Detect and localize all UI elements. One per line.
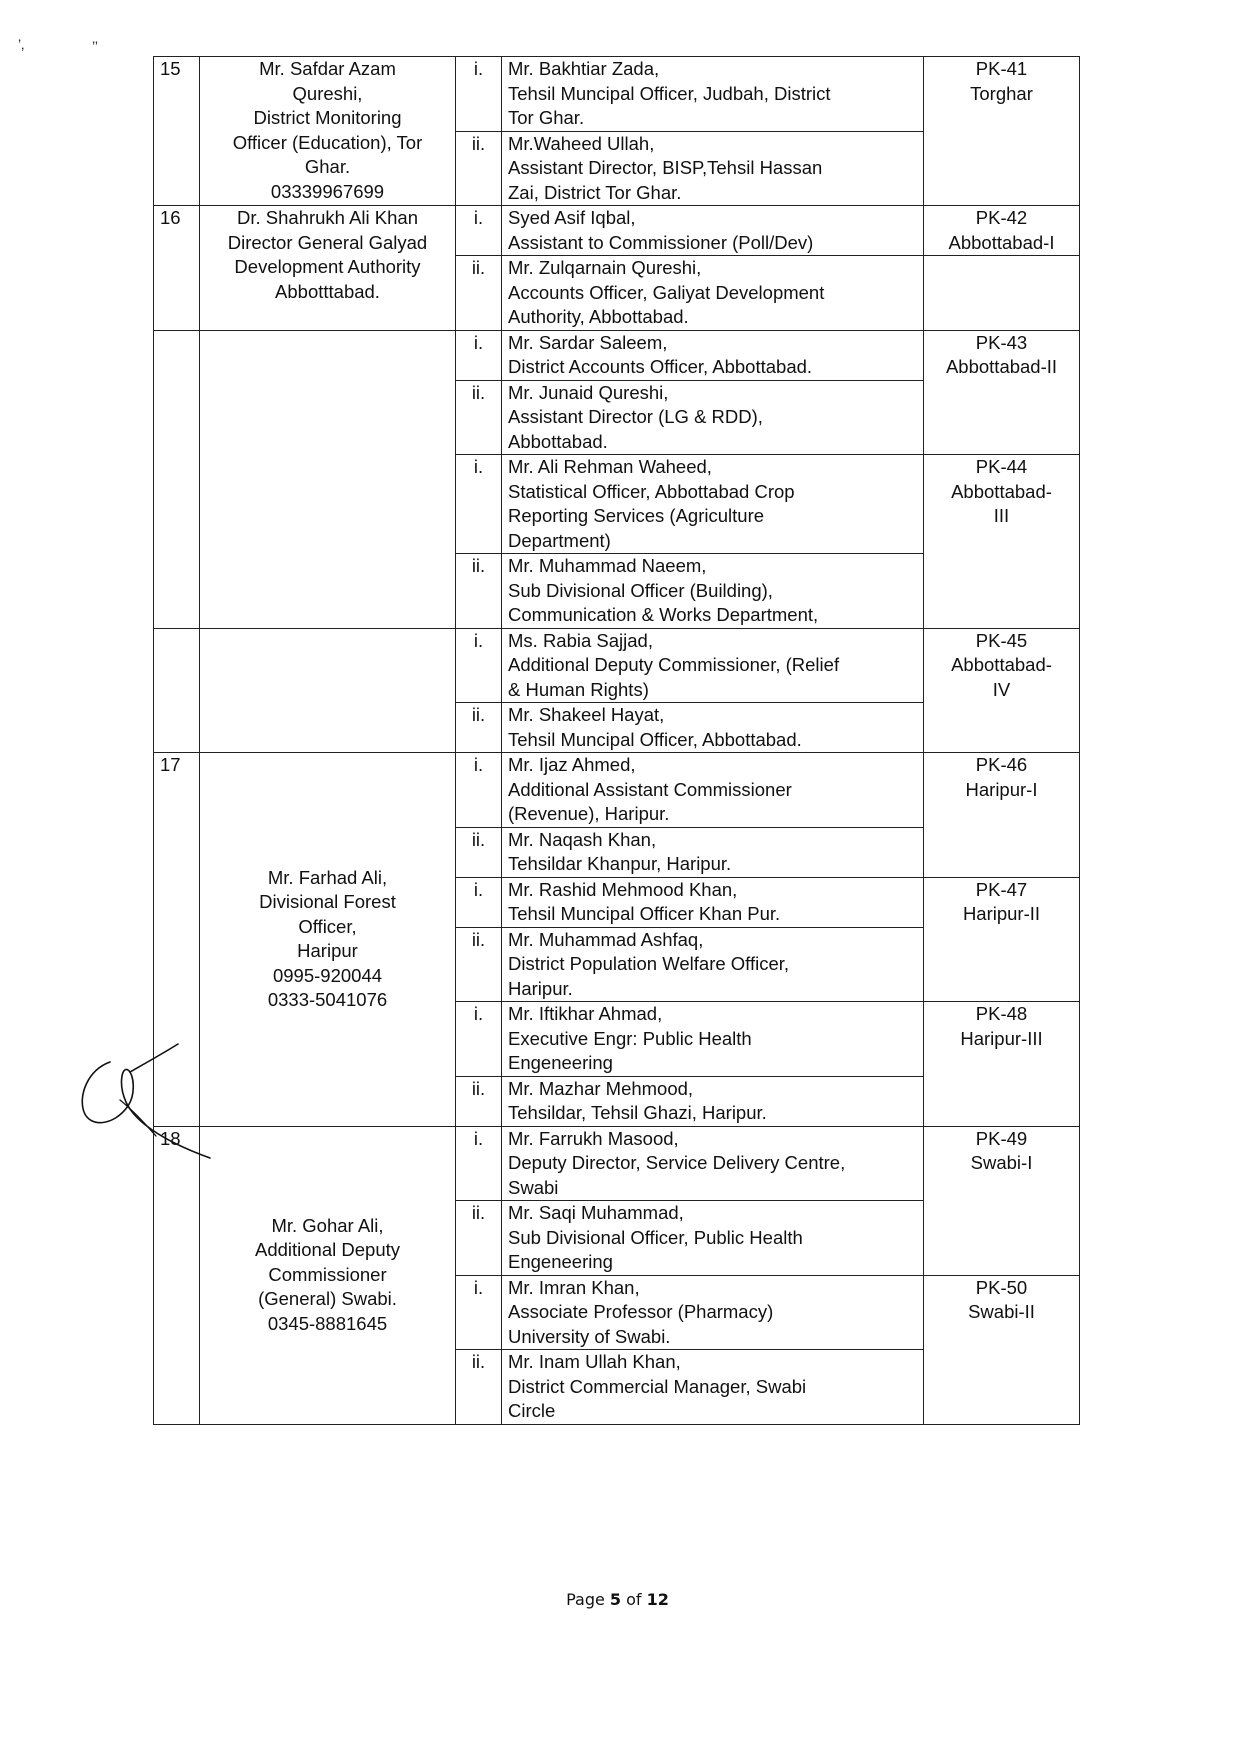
serial-number-cell (154, 206, 200, 331)
member-line: Authority, Abbottabad. (508, 306, 689, 327)
member-details (502, 877, 924, 927)
constituency-line: PK-49 (975, 1127, 1028, 1149)
officer-line: Officer (Education), Tor (232, 131, 423, 153)
constituency-line: Torghar (970, 82, 1033, 104)
table-row (154, 753, 1080, 828)
member-index: i. (456, 455, 502, 554)
member-line: Mr. Junaid Qureshi, (508, 381, 669, 403)
page-total: 12 (646, 1590, 669, 1609)
officer-cell (200, 753, 456, 1127)
table-row (154, 57, 1080, 132)
constituency-line: PK-47 (975, 878, 1028, 900)
member-index: ii. (456, 827, 502, 877)
officer-line: Divisional Forest (259, 891, 396, 913)
constituency-cell (924, 206, 1080, 256)
member-line: Deputy Director, Service Delivery Centre, (508, 1152, 846, 1173)
member-details (502, 380, 924, 455)
officer-cell (200, 1126, 456, 1424)
member-line: Mr. Imran Khan, (508, 1276, 640, 1298)
officer-line: Mr. Farhad Ali, (267, 866, 388, 888)
member-line: Accounts Officer, Galiyat Development (508, 281, 825, 303)
serial-number: 18 (160, 1127, 181, 1149)
officer-cell (200, 57, 456, 206)
member-line: Circle (508, 1400, 556, 1421)
officer-line: (General) Swabi. (258, 1288, 397, 1310)
member-line: Engeneering (508, 1052, 613, 1073)
officer-line: Haripur (297, 940, 358, 962)
member-line: Tor Ghar. (508, 107, 585, 128)
constituency-line: Abbottabad-II (945, 356, 1058, 377)
member-line: Tehsil Muncipal Officer Khan Pur. (508, 903, 781, 924)
member-line: Mr. Shakeel Hayat, (508, 704, 665, 725)
member-line: Engeneering (508, 1251, 613, 1272)
member-index: ii. (456, 1350, 502, 1425)
member-index: i. (456, 1126, 502, 1201)
serial-number-cell (154, 57, 200, 206)
member-line: Department) (508, 529, 611, 551)
constituency-cell (924, 753, 1080, 878)
constituency-line: Haripur-III (960, 1027, 1043, 1049)
member-details (502, 628, 924, 703)
member-details (502, 827, 924, 877)
member-details (502, 57, 924, 132)
constituency-line: PK-42 (975, 207, 1028, 228)
constituency-line: PK-41 (975, 58, 1028, 79)
member-line: Associate Professor (Pharmacy) (508, 1301, 774, 1322)
member-line: Tehsil Muncipal Officer, Judbah, District (508, 82, 831, 104)
officer-line: Commissioner (268, 1263, 387, 1285)
table-row (154, 330, 1080, 380)
member-details (502, 330, 924, 380)
officer-assignment-table (153, 56, 1080, 1425)
officer-line: 03339967699 (270, 180, 385, 202)
member-details (502, 1275, 924, 1350)
member-line: Additional Deputy Commissioner, (Relief (508, 654, 840, 675)
member-line: Haripur. (508, 977, 573, 999)
member-line: Reporting Services (Agriculture (508, 505, 765, 526)
member-index: ii. (456, 131, 502, 206)
member-line: (Revenue), Haripur. (508, 803, 670, 824)
constituency-line: IV (992, 678, 1011, 700)
member-line: Tehsildar Khanpur, Haripur. (508, 853, 732, 874)
member-line: University of Swabi. (508, 1325, 671, 1347)
officer-line: District Monitoring (253, 107, 402, 128)
officer-line: 0333-5041076 (267, 989, 388, 1011)
member-line: Mr. Zulqarnain Qureshi, (508, 257, 702, 278)
member-index: ii. (456, 927, 502, 1002)
member-details (502, 455, 924, 554)
member-details (502, 703, 924, 753)
member-line: Mr.Waheed Ullah, (508, 132, 655, 154)
officer-line: Development Authority (234, 256, 421, 277)
member-details (502, 554, 924, 629)
officer-cell (200, 206, 456, 331)
officer-line: Mr. Safdar Azam (259, 58, 396, 79)
member-line: District Accounts Officer, Abbottabad. (508, 356, 813, 377)
member-line: Mr. Muhammad Naeem, (508, 555, 707, 576)
member-details (502, 256, 924, 331)
page-prefix: Page (566, 1590, 610, 1609)
officer-line: Qureshi, (292, 82, 363, 104)
handwritten-signature (70, 1040, 220, 1160)
constituency-line: Abbottabad-I (948, 231, 1055, 253)
officer-line: Ghar. (304, 156, 351, 177)
member-details (502, 131, 924, 206)
member-line: District Population Welfare Officer, (508, 953, 790, 974)
member-line: & Human Rights) (508, 678, 649, 700)
constituency-line: Swabi-II (968, 1301, 1035, 1322)
officer-line: Abbotttabad. (275, 280, 380, 302)
constituency-line: Haripur-I (965, 778, 1038, 800)
member-details (502, 1126, 924, 1201)
officer-line: Officer, (298, 915, 357, 937)
member-index: i. (456, 1275, 502, 1350)
member-line: Mr. Ijaz Ahmed, (508, 754, 636, 775)
member-details (502, 927, 924, 1002)
constituency-line: PK-43 (975, 331, 1028, 353)
constituency-line: PK-45 (975, 629, 1028, 651)
member-line: Mr. Inam Ullah Khan, (508, 1351, 681, 1372)
member-index: i. (456, 330, 502, 380)
officer-line: 0345-8881645 (267, 1312, 388, 1334)
constituency-line: Haripur-II (962, 903, 1041, 924)
officer-line: 0995-920044 (272, 964, 383, 986)
member-line: Sub Divisional Officer (Building), (508, 579, 773, 601)
member-details (502, 206, 924, 256)
member-details (502, 1076, 924, 1126)
member-line: Ms. Rabia Sajjad, (508, 629, 653, 651)
member-index: ii. (456, 1201, 502, 1276)
constituency-cell (924, 1126, 1080, 1275)
member-line: Zai, District Tor Ghar. (508, 181, 682, 203)
constituency-cell-empty (924, 256, 1080, 331)
member-line: Abbottabad. (508, 430, 608, 452)
serial-number-cell (154, 330, 200, 628)
member-line: Mr. Naqash Khan, (508, 828, 657, 850)
officer-line: Dr. Shahrukh Ali Khan (237, 207, 418, 228)
member-line: Additional Assistant Commissioner (508, 778, 792, 800)
constituency-line: PK-46 (975, 754, 1028, 775)
member-line: Mr. Sardar Saleem, (508, 331, 668, 353)
member-index: ii. (456, 256, 502, 331)
member-index: ii. (456, 554, 502, 629)
serial-number: 16 (160, 207, 181, 228)
member-line: Sub Divisional Officer, Public Health (508, 1226, 803, 1248)
constituency-cell (924, 330, 1080, 455)
member-line: Mr. Muhammad Ashfaq, (508, 928, 704, 950)
constituency-cell (924, 877, 1080, 1002)
serial-number-cell (154, 1126, 200, 1424)
member-index: i. (456, 57, 502, 132)
member-line: Tehsil Muncipal Officer, Abbottabad. (508, 728, 802, 750)
serial-number: 17 (160, 754, 181, 775)
member-line: Communication & Works Department, (508, 604, 819, 625)
member-line: Assistant Director (LG & RDD), (508, 406, 763, 427)
officer-cell (200, 628, 456, 753)
member-line: Mr. Rashid Mehmood Khan, (508, 878, 738, 900)
constituency-line: PK-44 (975, 456, 1028, 477)
scan-speck: ’’ (92, 38, 98, 54)
constituency-cell (924, 628, 1080, 753)
member-index: i. (456, 1002, 502, 1077)
member-line: Mr. Iftikhar Ahmad, (508, 1003, 663, 1024)
member-line: Tehsildar, Tehsil Ghazi, Haripur. (508, 1102, 767, 1123)
constituency-line: PK-50 (975, 1276, 1028, 1298)
page-of: of (621, 1590, 647, 1609)
member-index: ii. (456, 1076, 502, 1126)
officer-line: Director General Galyad (227, 231, 428, 253)
officer-line: Additional Deputy (254, 1239, 400, 1261)
member-index: ii. (456, 380, 502, 455)
table-row (154, 1126, 1080, 1201)
constituency-cell (924, 1002, 1080, 1127)
serial-number-cell (154, 628, 200, 753)
officer-cell (200, 330, 456, 628)
table-row (154, 628, 1080, 703)
member-line: Assistant to Commissioner (Poll/Dev) (508, 231, 814, 253)
member-index: i. (456, 753, 502, 828)
member-details (502, 1002, 924, 1077)
page-current: 5 (609, 1590, 622, 1609)
constituency-cell (924, 455, 1080, 629)
member-line: Mr. Ali Rehman Waheed, (508, 456, 712, 477)
constituency-line: Abbottabad- (951, 654, 1052, 675)
table-row (154, 206, 1080, 256)
member-index: i. (456, 206, 502, 256)
member-line: District Commercial Manager, Swabi (508, 1375, 807, 1397)
constituency-line: Abbottabad- (951, 480, 1052, 502)
scan-speck: ’‚ (18, 36, 25, 52)
member-line: Mr. Saqi Muhammad, (508, 1202, 684, 1223)
member-index: i. (456, 628, 502, 703)
officer-line: Mr. Gohar Ali, (271, 1214, 384, 1236)
constituency-line: III (993, 505, 1010, 526)
member-line: Mr. Mazhar Mehmood, (508, 1077, 694, 1099)
constituency-line: PK-48 (975, 1003, 1028, 1024)
member-details (502, 753, 924, 828)
constituency-line: Swabi-I (970, 1152, 1033, 1173)
member-line: Assistant Director, BISP,Tehsil Hassan (508, 157, 823, 178)
member-index: ii. (456, 703, 502, 753)
page-number (0, 1590, 1235, 1609)
constituency-cell (924, 1275, 1080, 1424)
member-line: Executive Engr: Public Health (508, 1027, 752, 1049)
member-line: Statistical Officer, Abbottabad Crop (508, 480, 795, 502)
member-line: Swabi (508, 1176, 559, 1198)
member-line: Mr. Farrukh Masood, (508, 1127, 679, 1149)
member-details (502, 1201, 924, 1276)
member-index: i. (456, 877, 502, 927)
member-line: Mr. Bakhtiar Zada, (508, 58, 660, 79)
member-details (502, 1350, 924, 1425)
member-line: Syed Asif Iqbal, (508, 207, 636, 228)
constituency-cell (924, 57, 1080, 206)
serial-number: 15 (160, 58, 181, 79)
